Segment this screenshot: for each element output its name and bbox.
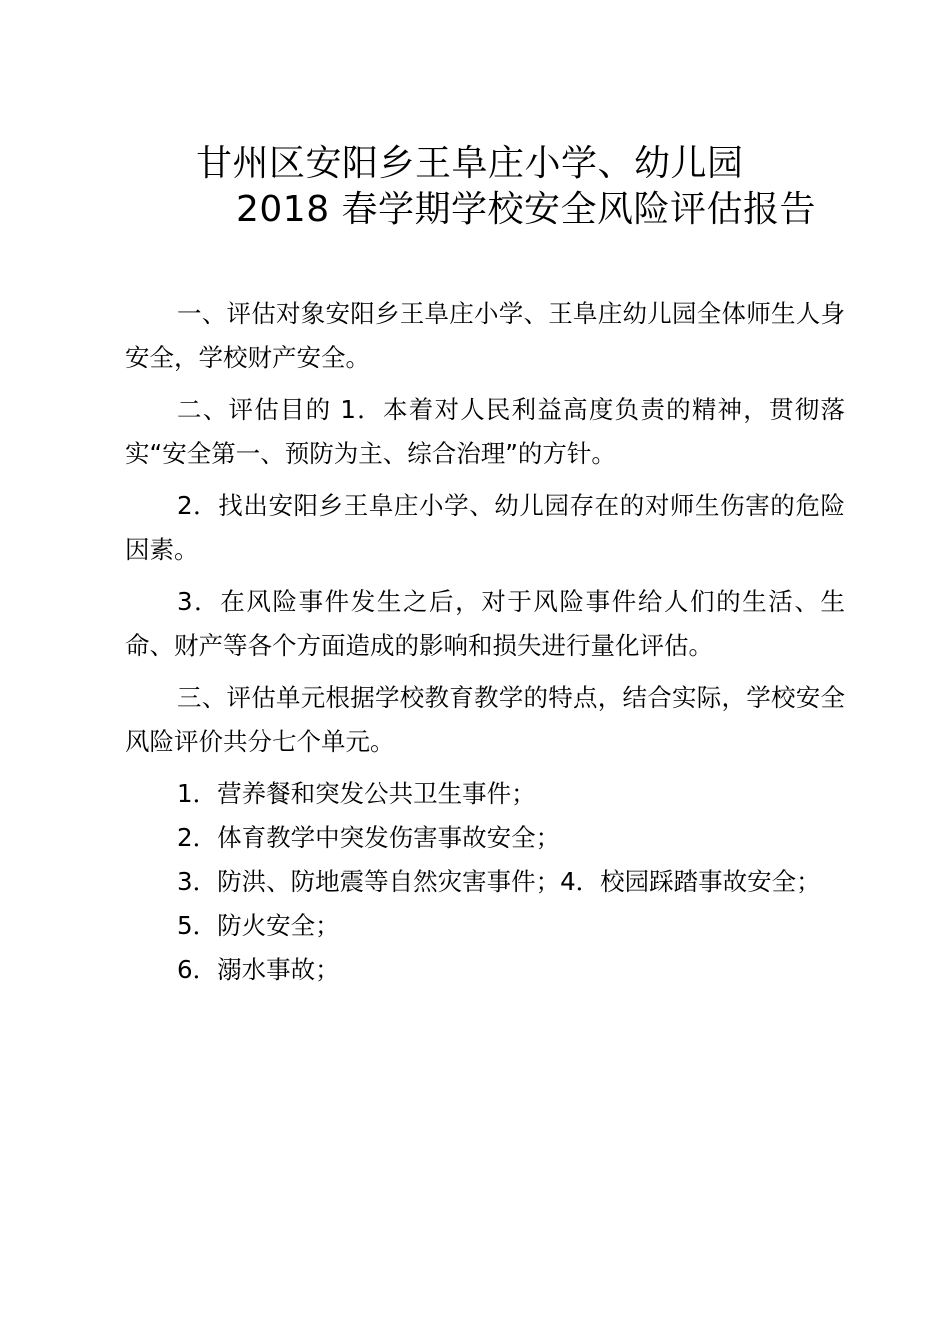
document-body xyxy=(125,292,845,992)
title-line-2: 2018 春学期学校安全风险评估报告 xyxy=(236,189,817,230)
paragraph-evaluation-units: 三、评估单元根据学校教育教学的特点，结合实际，学校安全风险评价共分七个单元。 xyxy=(125,683,845,756)
list-item: 1．营养餐和突发公共卫生事件； xyxy=(177,779,536,808)
list-item: 6．溺水事故； xyxy=(177,955,340,984)
unit-list xyxy=(125,772,845,992)
list-item: 2．体育教学中突发伤害事故安全； xyxy=(177,823,561,852)
list-item: 3．防洪、防地震等自然灾害事件；4．校园踩踏事故安全； xyxy=(177,867,821,896)
paragraph-purpose-2: 2．找出安阳乡王阜庄小学、幼儿园存在的对师生伤害的危险因素。 xyxy=(125,491,845,564)
paragraph-evaluation-object: 一、评估对象安阳乡王阜庄小学、王阜庄幼儿园全体师生人身安全，学校财产安全。 xyxy=(125,299,845,372)
title-line-1: 甘州区安阳乡王阜庄小学、幼儿园 xyxy=(196,143,744,184)
list-item: 5．防火安全； xyxy=(177,911,340,940)
paragraph-evaluation-purpose: 二、评估目的 1．本着对人民利益高度负责的精神，贯彻落实“安全第一、预防为主、综合治理”的方针。 xyxy=(125,395,845,468)
paragraph-purpose-3: 3．在风险事件发生之后，对于风险事件给人们的生活、生命、财产等各个方面造成的影响和损失进行量化评估。 xyxy=(125,587,845,660)
